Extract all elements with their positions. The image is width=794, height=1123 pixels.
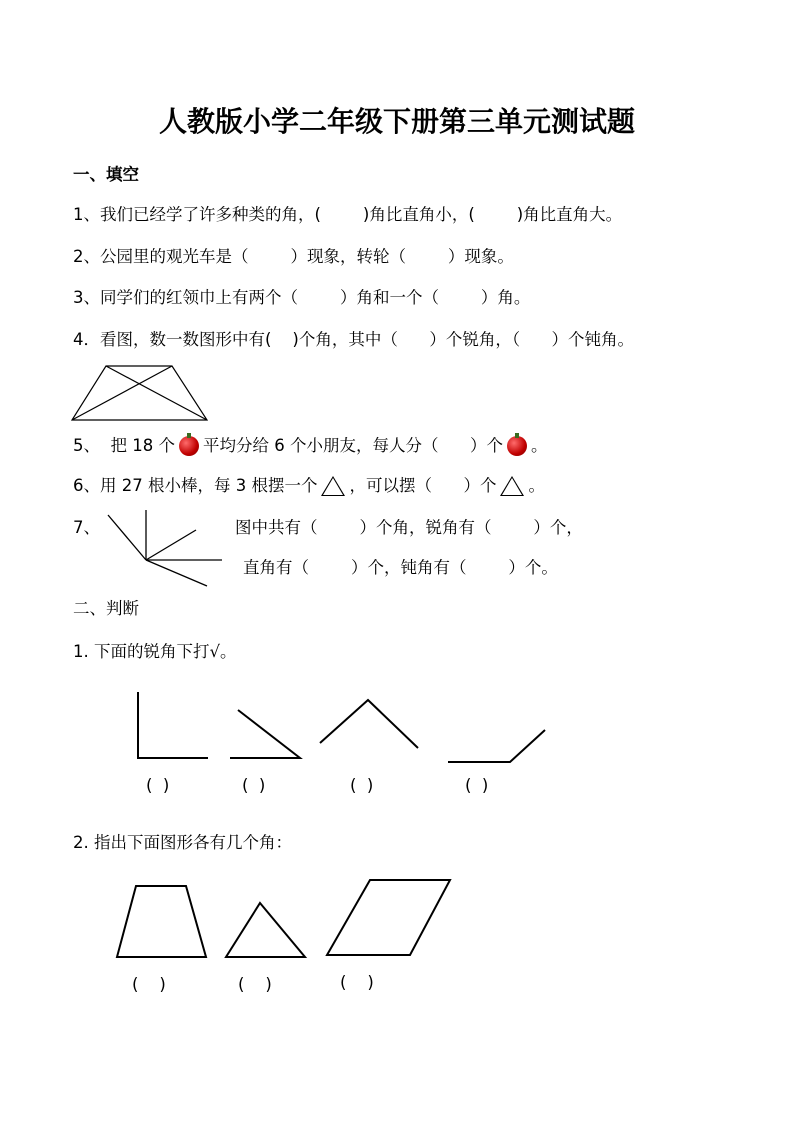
acute-angle-figure (230, 710, 300, 758)
answer-blank: ( ) (146, 776, 170, 795)
page-title: 人教版小学二年级下册第三单元测试题 (158, 105, 635, 138)
q5-part-a: 5、 把 18 个 (73, 436, 175, 455)
q6-part-c: 。 (528, 476, 545, 495)
parallelogram-shape (327, 880, 450, 955)
answer-blank: ( ) (132, 975, 166, 994)
answer-blank: ( ) (238, 975, 272, 994)
answer-blank: ( ) (340, 973, 374, 992)
question-2: 2、公园里的观光车是（ ）现象，转轮（ ）现象。 (73, 247, 514, 266)
question-7-number: 7、 (73, 518, 100, 537)
section1-heading: 一、填空 (73, 165, 139, 184)
trapezoid-with-diagonals-figure (72, 366, 207, 420)
section2-heading: 二、判断 (73, 599, 139, 618)
obtuse-angle-figure (320, 700, 418, 748)
right-angle-figure (138, 692, 208, 758)
answer-blank: ( ) (242, 776, 266, 795)
q5-part-b: 平均分给 6 个小朋友，每人分（ ）个 (202, 436, 503, 455)
q6-part-b: ，可以摆（ ）个 (349, 476, 497, 495)
question-7-line1: 图中共有（ ）个角，锐角有（ ）个， (235, 518, 583, 537)
question-3: 3、同学们的红领巾上有两个（ ）角和一个（ ）角。 (73, 288, 531, 307)
angle-fan-figure (108, 510, 222, 586)
judge-question-1: 1. 下面的锐角下打√。 (73, 642, 237, 661)
trapezoid-shape (117, 886, 206, 957)
question-7-line2: 直角有（ ）个，钝角有（ ）个。 (243, 558, 558, 577)
obtuse-angle-figure-2 (448, 730, 545, 762)
judge-question-2: 2. 指出下面图形各有几个角： (73, 833, 292, 852)
answer-blank: ( ) (465, 776, 489, 795)
q6-part-a: 6、用 27 根小棒，每 3 根摆一个 (73, 476, 318, 495)
triangle-shape (226, 903, 305, 957)
question-4: 4．看图，数一数图形中有( )个角，其中（ ）个锐角，（ ）个钝角。 (73, 330, 635, 349)
question-1: 1、我们已经学了许多种类的角，( )角比直角小，( )角比直角大。 (73, 205, 623, 224)
q5-part-c: 。 (530, 436, 548, 455)
answer-blank: ( ) (350, 776, 374, 795)
